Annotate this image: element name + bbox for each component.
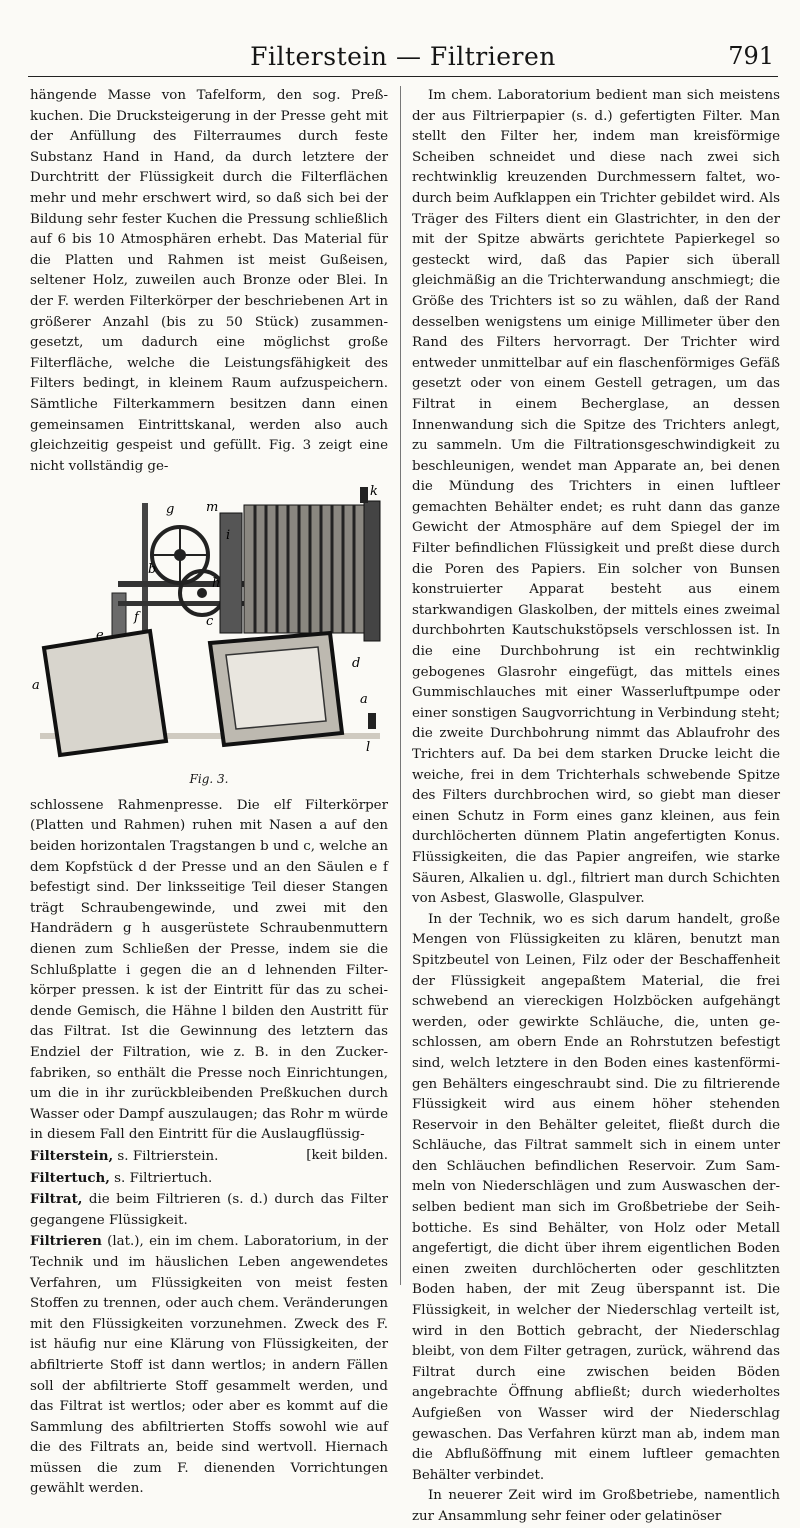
dictionary-entry-filtrat [30,1189,388,1231]
fig-label: a [360,692,368,708]
right-column [412,86,780,1524]
carryover-text: [keit bilden. [306,1147,388,1163]
dictionary-entry-filterstein [30,1146,388,1168]
tap-l [368,713,376,729]
page-header [28,36,778,77]
figure-filter-press [30,483,388,773]
fig-label: h [212,576,221,592]
paragraph: Im chem. Laboratorium bedient man sich meistens der aus Filtrierpapier (s. d.) gefertigten Filter. Man stellt den Filter her, indem man kreisförmige Scheiben schneidet und diese nach zwei sich rechtwinklig kreuzenden Durchmessern faltet, wodurch beim Aufklappen ein Trichter gebildet wird. Als Träger des Filters dient ein Glastrichter, in den der mit der Spitze abwärts gerichtete Papierkegel so gesteckt wird, daß das Papier sich überall gleichmäßig an die Trichterwandung anschmiegt; die Größe des Trichters ist so zu wählen, daß der Rand desselben wenigstens um einige Millimeter über den Rand des Filters hervorragt. Der Trichter wird entweder unmittelbar auf ein flaschenförmiges Gefäß gesetzt oder von einem Gestell getragen, um das Filtrat in einem Becherglase, an dessen Innenwandung sich die Spitze des Trichters anlegt, zu sammeln. Um die Filtrationsgeschwindigkeit zu beschleunigen, wendet man Apparate an, bei denen die Mündung des Trichters in einen luftleer gemachten Behälter endet; es ruht dann das ganze Gewicht der Atmosphäre auf dem Spiegel der im Filter befindlichen Flüssigkeit und preßt diese durch die Poren des Papiers. Ein solcher von Bunsen konstruierter Apparat besteht aus einem starkwandigen Glaskolben, der mittels eines zweimal durchbohrten Kautschukstöpsels verschlossen ist. In die eine Durchbohrung ist ein rechtwinklig gebogenes Glasrohr eingefügt, das mittels eines Gummischlauches mit einer Wasserluftpumpe oder einer sonstigen Saugvorrichtung in Verbindung steht; die zweite Durchbohrung nimmt das Ablaufrohr des Trichters auf. Da bei dem starken Drucke leicht die weiche, frei in dem Trichterhals schwebende Spitze des Filters durchbrochen wird, so giebt man dieser einen Schutz in Form eines ganz kleinen, aus fein durchlöcherten dünnem Platin angefertigten Konus. Flüssigkeiten, die das Papier angreifen, wie starke Säuren, Alkalien u. dgl., filtriert man durch Schichten von Asbest, Glaswolle, Glaspulver. [412,88,780,907]
running-title: Filterstein — Filtrieren [250,42,556,71]
figure-caption: Fig. 3. [189,772,229,787]
entry-term: Filtrat, [30,1191,83,1208]
dictionary-entry-filtrieren [30,1231,388,1500]
column-divider [400,86,401,1285]
fig-label: k [370,484,378,500]
fig-label: m [206,500,219,516]
paragraph: schlossene Rahmenpresse. Die elf Filterkörper (Platten und Rahmen) ruhen mit Nasen a auf den beiden horizontalen Tragstangen b und c, welche an dem Kopfstück d der Presse und an den Säulen e f befestigt sind. Der linksseitige Teil dieser Stangen trägt Schraubengewinde, und zwei mit den Handrädern g h ausgerüstete Schraubenmuttern dienen zum Schließen der Presse, indem sie die Schlußplatte i gegen die an d lehnenden Filterkörper pressen. k ist der Eintritt für das zu scheidende Gemisch, die Hähne l bilden den Austritt für das Filtrat. Ist die Gewinnung des letztern das Endziel der Filtration, wie z. B. in den Zuckerfabriken, so enthält die Presse noch Einrichtungen, um die in ihr zurückbleibenden Preßkuchen durch Wasser oder Dampf auszulaugen; das Rohr m würde in diesem Fall den Eintritt für die Auslaugflüssig- [30,797,388,1143]
filter-press-illustration [30,483,388,763]
entry-term: Filtrieren [30,1233,102,1250]
entry-text: s. Filtriertuch. [109,1170,213,1186]
fig-label: b [148,562,157,578]
fig-label: f [134,610,139,626]
paragraph: In der Technik, wo es sich darum handelt, große Mengen von Flüssigkeiten zu klären, benutzt man Spitzbeutel von Leinen, Filz oder der Beschaffenheit der Flüssigkeit angepaßtem Material, die frei schwebend an viereckigen Holzböcken aufgehängt werden, oder gewirkte Schläuche, die, unten geschlossen, am obern Ende an Rohrstutzen befestigt sind, welch letztere in den Boden eines kastenförmigen Behälters eingeschraubt sind. Die zu filtrierende Flüssigkeit wird aus einem höher stehenden Reservoir in den Behälter geleitet, fließt durch die Schläuche, das Filtrat sammelt sich in einem unter den Schläuchen befindlichen Reservoir. Zum Sammeln von Niederschlägen und zum Auswaschen derselben bedient man sich im Großbetriebe der Seihbottiche. Es sind Behälter, von Holz oder Metall angefertigt, die dicht über ihrem eigentlichen Boden einen zweiten durchlöcherten oder geschlitzten Boden haben, der mit Zeug überspannt ist. Die Flüssigkeit, in welcher der Niederschlag verteilt ist, wird in den Bottich gebracht, der Niederschlag bleibt, von dem Filter getragen, zurück, während das Filtrat durch eine zwischen beiden Böden angebrachte Öffnung abfließt; durch wiederholtes Aufgießen von Wasser wird der Niederschlag gewaschen. Das Verfahren kürzt man ab, indem man die Abflußöffnung mit einem luftleer gemachten Behälter verbindet. [412,911,780,1483]
end-plate-i [220,513,242,633]
entry-term: Filterstein, [30,1147,114,1164]
fig-label: c [206,614,214,630]
entry-text: (lat.), ein im chem. Laboratorium, in der Technik und im häuslichen Leben angewendetes Verfahren, um Flüssigkeiten von meist festen Stoffen zu trennen, oder auch chem. Veränderungen mit den Flüssigkeiten vorzunehmen. Zweck des F. ist häufig nur eine Klärung von Flüssigkeiten, der abfiltrierte Stoff ist dann wertlos; in andern Fällen soll der abfiltrierte Stoff gesammelt werden, und das Filtrat ist wertlos; oder aber es kommt auf die Sammlung des abfiltrierten Stoffs sowohl wie auf die des Filtrats an, beide sind wertvoll. Hiernach müssen die zum F. dienenden Vorrichtungen gewählt werden. [30,1234,388,1497]
page-number: 791 [728,42,774,70]
paragraph: In neuerer Zeit wird im Großbetriebe, namentlich zur Ansammlung sehr feiner oder gelatinöser [412,1488,780,1524]
filter-plate-stack [244,505,364,633]
handwheel-hub [197,588,207,598]
left-column [30,86,388,1497]
entry-text: s. Filtrierstein. [113,1148,219,1164]
fig-label: g [166,502,175,518]
inlet-k [360,487,368,503]
fig-label: l [366,740,371,756]
entry-term: Filtertuch, [30,1169,110,1186]
fig-label: d [352,656,361,672]
fig-label: e [96,628,104,644]
separated-frame [44,631,166,755]
head-piece-d [364,501,380,641]
plate-filter-surface [226,647,326,729]
plate-stack-body [244,505,364,633]
fig-label: i [226,528,231,544]
fig-label: a [32,678,40,694]
dictionary-entry-filtertuch [30,1168,388,1190]
paragraph: hängende Masse von Tafelform, den sog. Preßkuchen. Die Drucksteigerung in der Presse geht mit der Anfüllung des Filterraumes durch feste Substanz Hand in Hand, da durch letztere der Durchtritt der Flüssigkeit durch die Filterflächen mehr und mehr erschwert wird, so daß sich bei der Bildung sehr fester Kuchen die Pressung schließlich auf 6 bis 10 Atmosphären erhebt. Das Material für die Platten und Rahmen ist meist Gußeisen, seltener Holz, zuweilen auch Bronze oder Blei. In der F. werden Filterkörper der beschriebenen Art in größerer Anzahl (bis zu 50 Stück) zusammengesetzt, um dadurch eine möglichst große Filterfläche, welche die Leistungsfähigkeit des Filters bedingt, in kleinem Raum aufzuspeichern. Sämtliche Filterkammern besitzen dann einen gemeinsamen Eintrittskanal, werden also auch gleichzeitig gespeist und gefüllt. Fig. 3 zeigt eine nicht vollständig ge- [30,88,388,474]
entry-text: die beim Filtrieren (s. d.) durch das Filter gegangene Flüssigkeit. [30,1192,388,1228]
